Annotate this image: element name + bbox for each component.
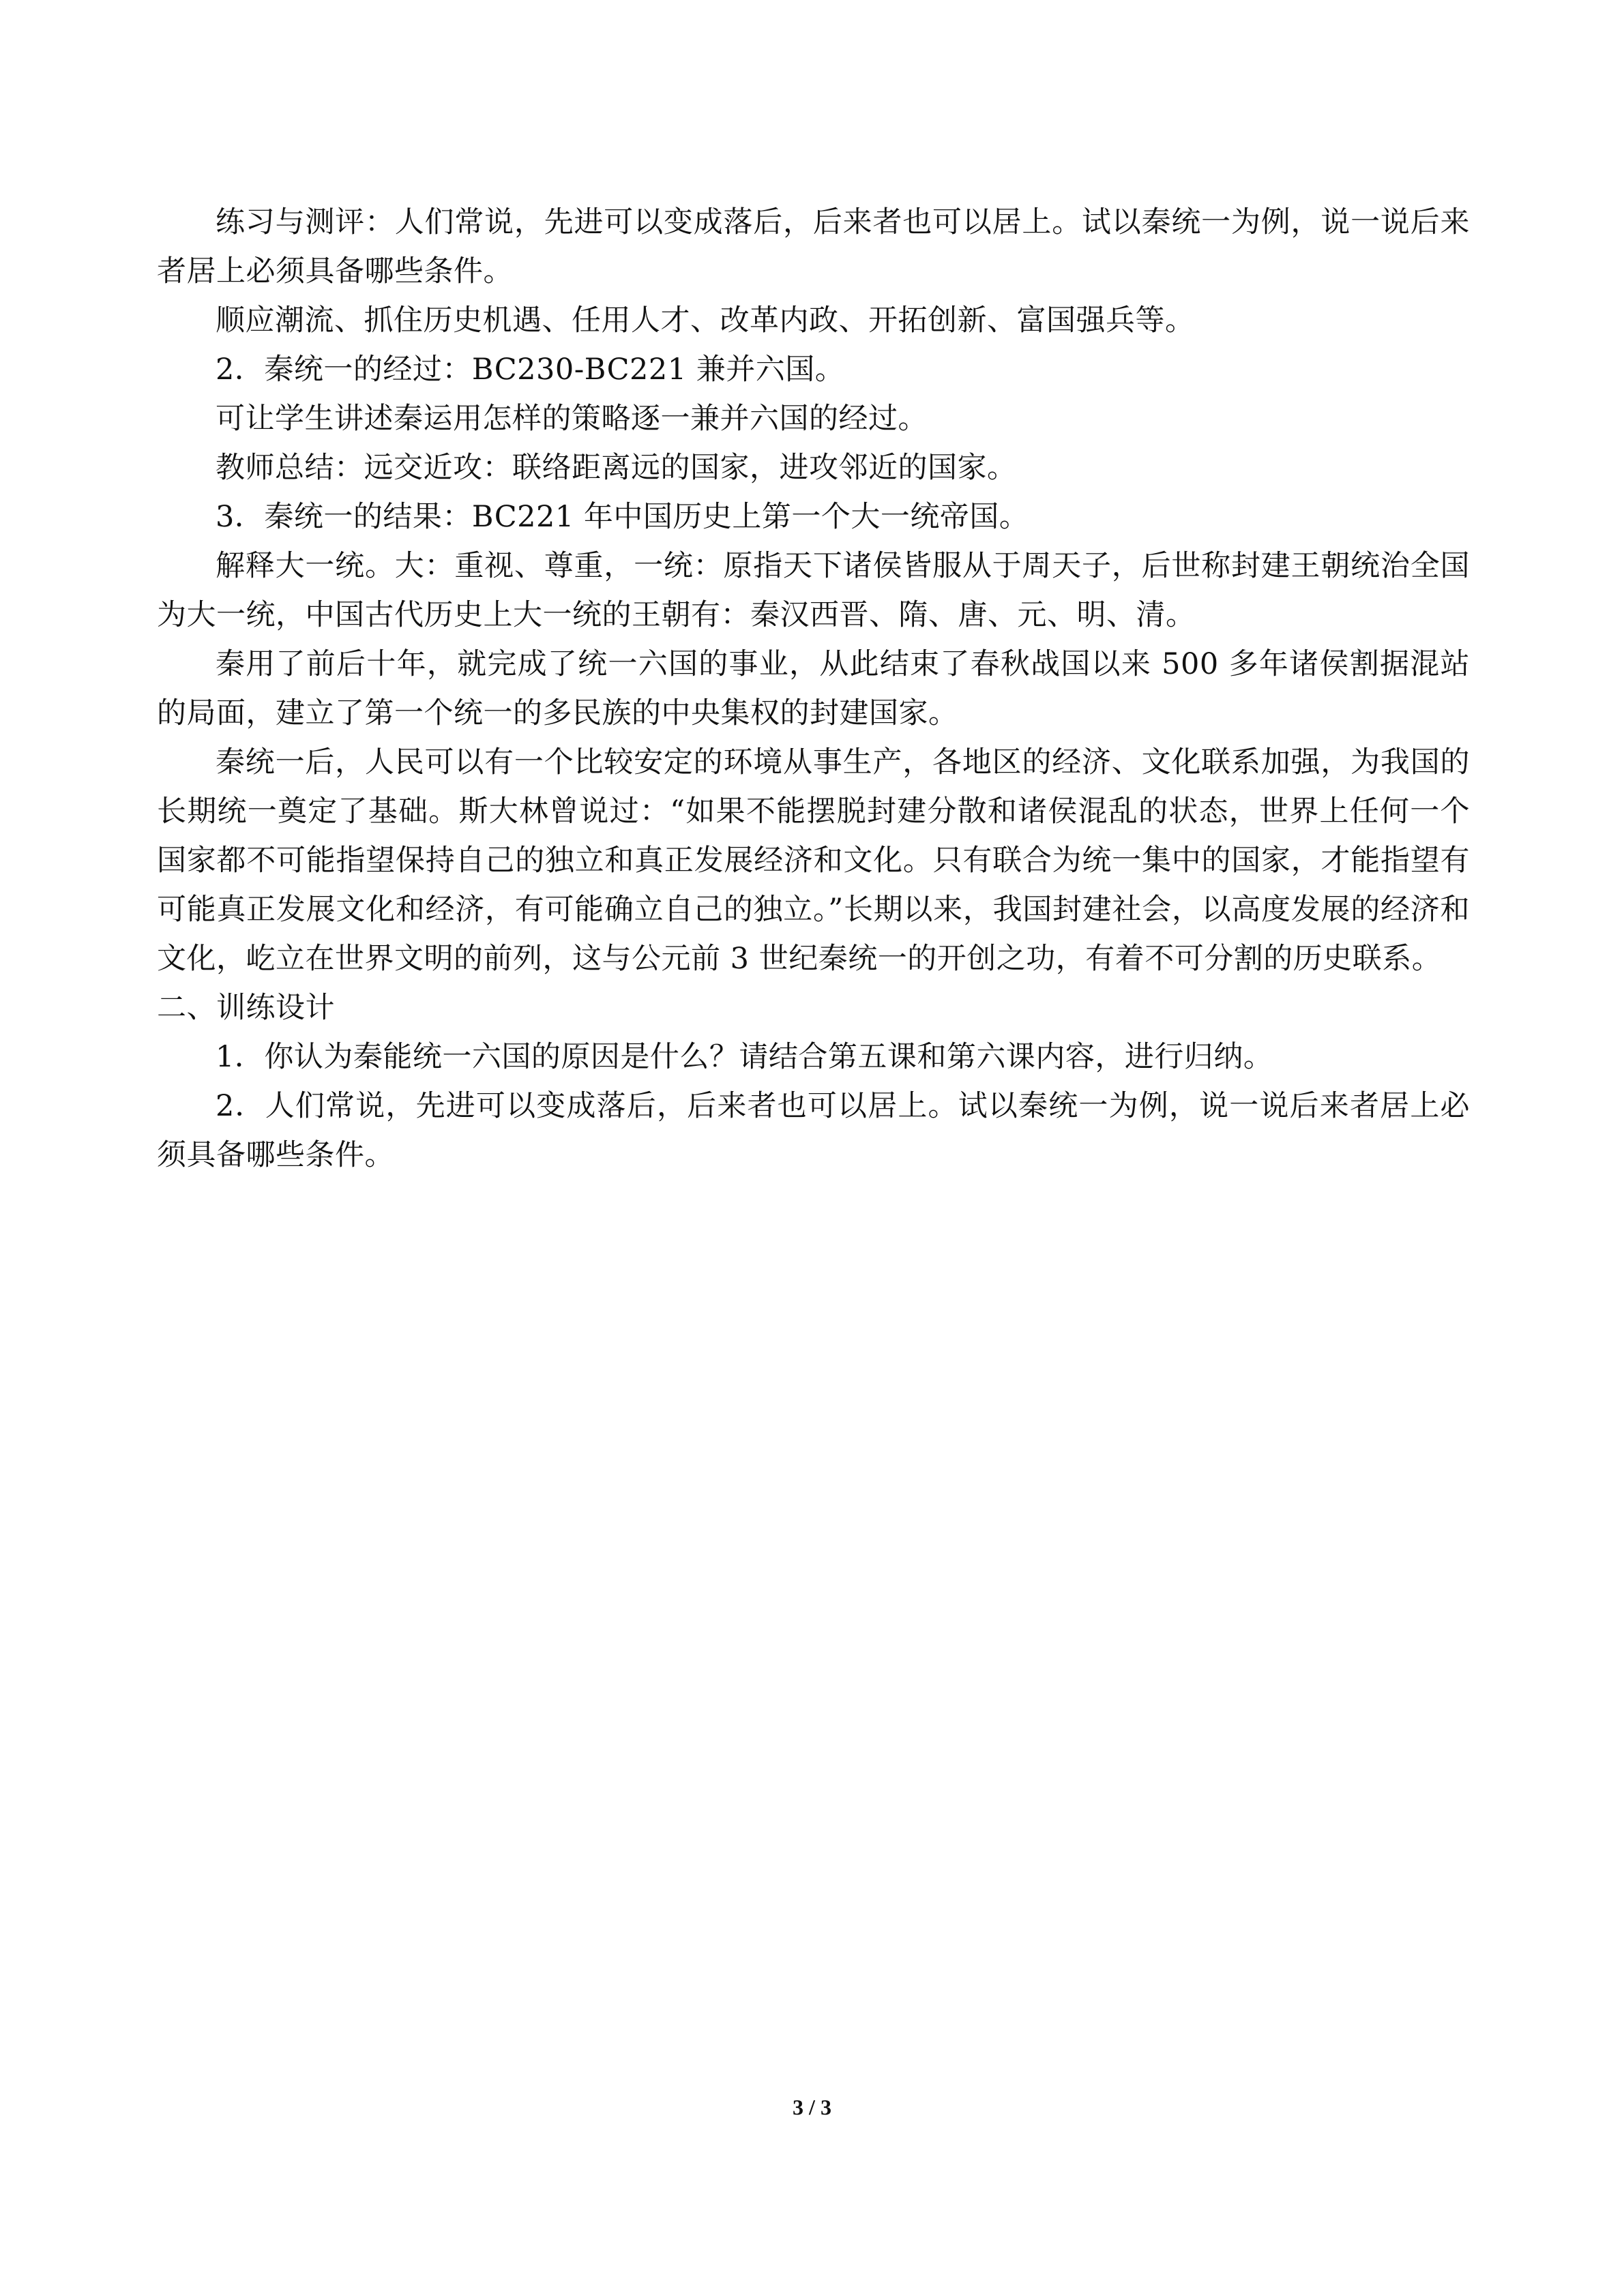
paragraph-grand-unification: 解释大一统。大：重视、尊重，一统：原指天下诸侯皆服从于周天子，后世称封建王朝统治全国为大一统，中国古代历史上大一统的王朝有：秦汉西晋、隋、唐、元、明、清。: [157, 549, 1470, 632]
paragraph-teacher-summary: 教师总结：远交近攻：联络距离远的国家，进攻邻近的国家。: [216, 451, 1017, 485]
paragraph-student-narration: 可让学生讲述秦运用怎样的策略逐一兼并六国的经过。: [216, 402, 928, 436]
exercise-item-1: 1．你认为秦能统一六国的原因是什么？请结合第五课和第六课内容，进行归纳。: [216, 1040, 1273, 1074]
paragraph-practice-evaluation: 练习与测评：人们常说，先进可以变成落后，后来者也可以居上。试以秦统一为例，说一说后来者居上必须具备哪些条件。: [157, 205, 1470, 288]
paragraph-unification-process: 2．秦统一的经过：BC230-BC221 兼并六国。: [216, 353, 845, 387]
document-body: [157, 198, 1470, 1180]
paragraph-answer-conditions: 顺应潮流、抓住历史机遇、任用人才、改革内政、开拓创新、富国强兵等。: [216, 303, 1195, 338]
paragraph-unification-result: 3．秦统一的结果：BC221 年中国历史上第一个大一统帝国。: [216, 500, 1029, 534]
paragraph-stalin-quote: 秦统一后，人民可以有一个比较安定的环境从事生产，各地区的经济、文化联系加强，为我国的长期统一奠定了基础。斯大林曾说过：“如果不能摆脱封建分散和诸侯混乱的状态，世界上任何一个国家都不可能指望保持自己的独立和真正发展经济和文化。只有联合为统一集中的国家，才能指望有可能真正发展文化和经济，有可能确立自己的独立。”长期以来，我国封建社会，以高度发展的经济和文化，屹立在世界文明的前列，这与公元前 3 世纪秦统一的开创之功，有着不可分割的历史联系。: [157, 745, 1470, 976]
section-heading-training-design: 二、训练设计: [157, 991, 335, 1025]
exercise-item-2: 2．人们常说，先进可以变成落后，后来者也可以居上。试以秦统一为例，说一说后来者居上必须具备哪些条件。: [157, 1089, 1470, 1172]
paragraph-ten-years: 秦用了前后十年，就完成了统一六国的事业，从此结束了春秋战国以来 500 多年诸侯割据混站的局面，建立了第一个统一的多民族的中央集权的封建国家。: [157, 647, 1470, 730]
page-number: 3 / 3: [793, 2095, 831, 2119]
